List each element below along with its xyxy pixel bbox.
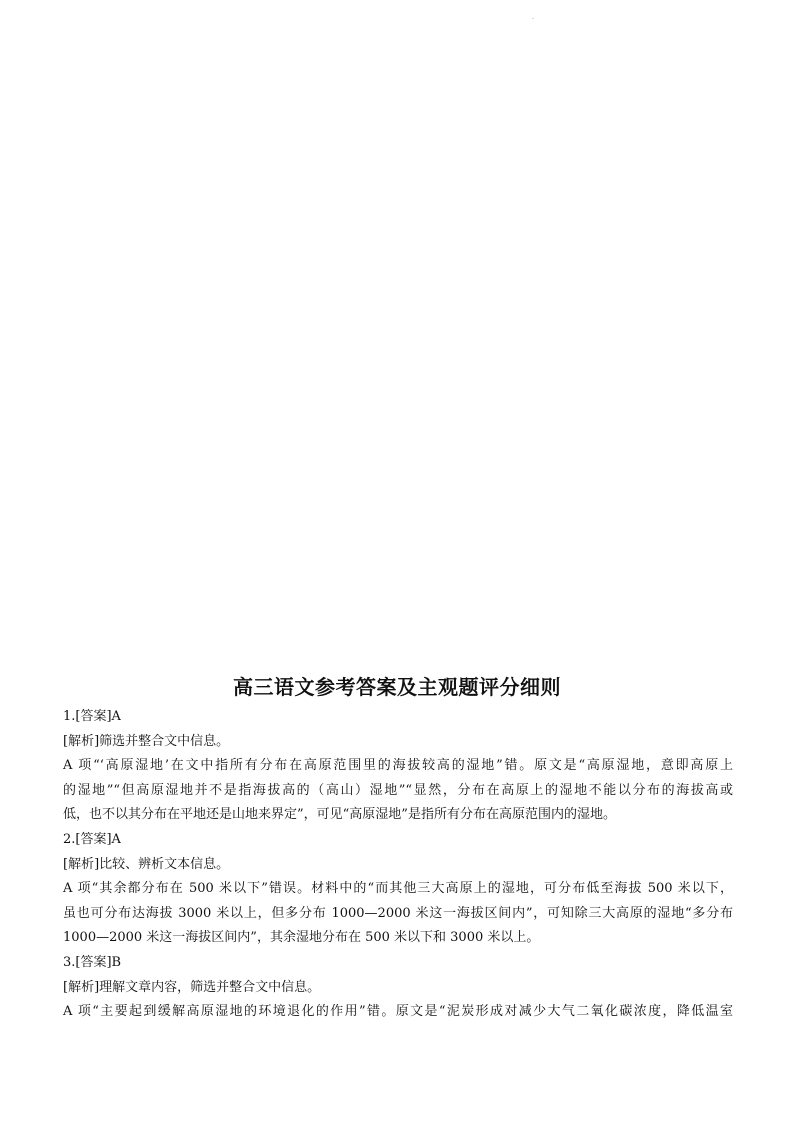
- answer-content: [63, 705, 733, 1025]
- analysis-3-text-line-1: A 项“主要起到缓解高原湿地的环境退化的作用”错。原文是“泥炭形成对减少大气二氧化碳浓度，降低温室: [63, 1004, 733, 1020]
- analysis-1-text-line-3: 低，也不以其分布在平地还是山地来界定”，可见“高原湿地”是指所有分布在高原范围内的湿地。: [63, 807, 616, 823]
- analysis-1-text-line-1: A 项“‘高原湿地’在文中指所有分布在高原范围里的海拔较高的湿地”错。原文是“高原湿地，意即高原上: [63, 758, 733, 774]
- answer-2-label: 2.[答案]A: [63, 831, 121, 847]
- analysis-3-label: [解析]理解文章内容，筛选并整合文中信息。: [63, 979, 321, 995]
- answer-3-label: 3.[答案]B: [63, 954, 122, 970]
- analysis-1-text-line-2: 的湿地”“但高原湿地并不是指海拔高的（高山）湿地”“显然，分布在高原上的湿地不能以分布的海拔高或: [63, 782, 733, 798]
- analysis-2-text-line-1: A 项“其余都分布在 500 米以下”错误。材料中的“而其他三大高原上的湿地，可分布低至海拔 500 米以下，: [63, 881, 733, 897]
- analysis-2-text-line-3: 1000—2000 米这一海拔区间内”，其余湿地分布在 500 米以下和 3000 米以上。: [63, 930, 540, 946]
- analysis-2-label: [解析]比较、辨析文本信息。: [63, 856, 230, 872]
- page-title: 高三语文参考答案及主观题评分细则: [233, 675, 561, 699]
- header-mark: .: [532, 14, 534, 21]
- analysis-1-label: [解析]筛选并整合文中信息。: [63, 733, 230, 749]
- answer-1-label: 1.[答案]A: [63, 709, 121, 724]
- analysis-2-text-line-2: 虽也可分布达海拔 3000 米以上，但多分布 1000—2000 米这一海拔区间内”，可知除三大高原的湿地“多分布: [63, 905, 733, 921]
